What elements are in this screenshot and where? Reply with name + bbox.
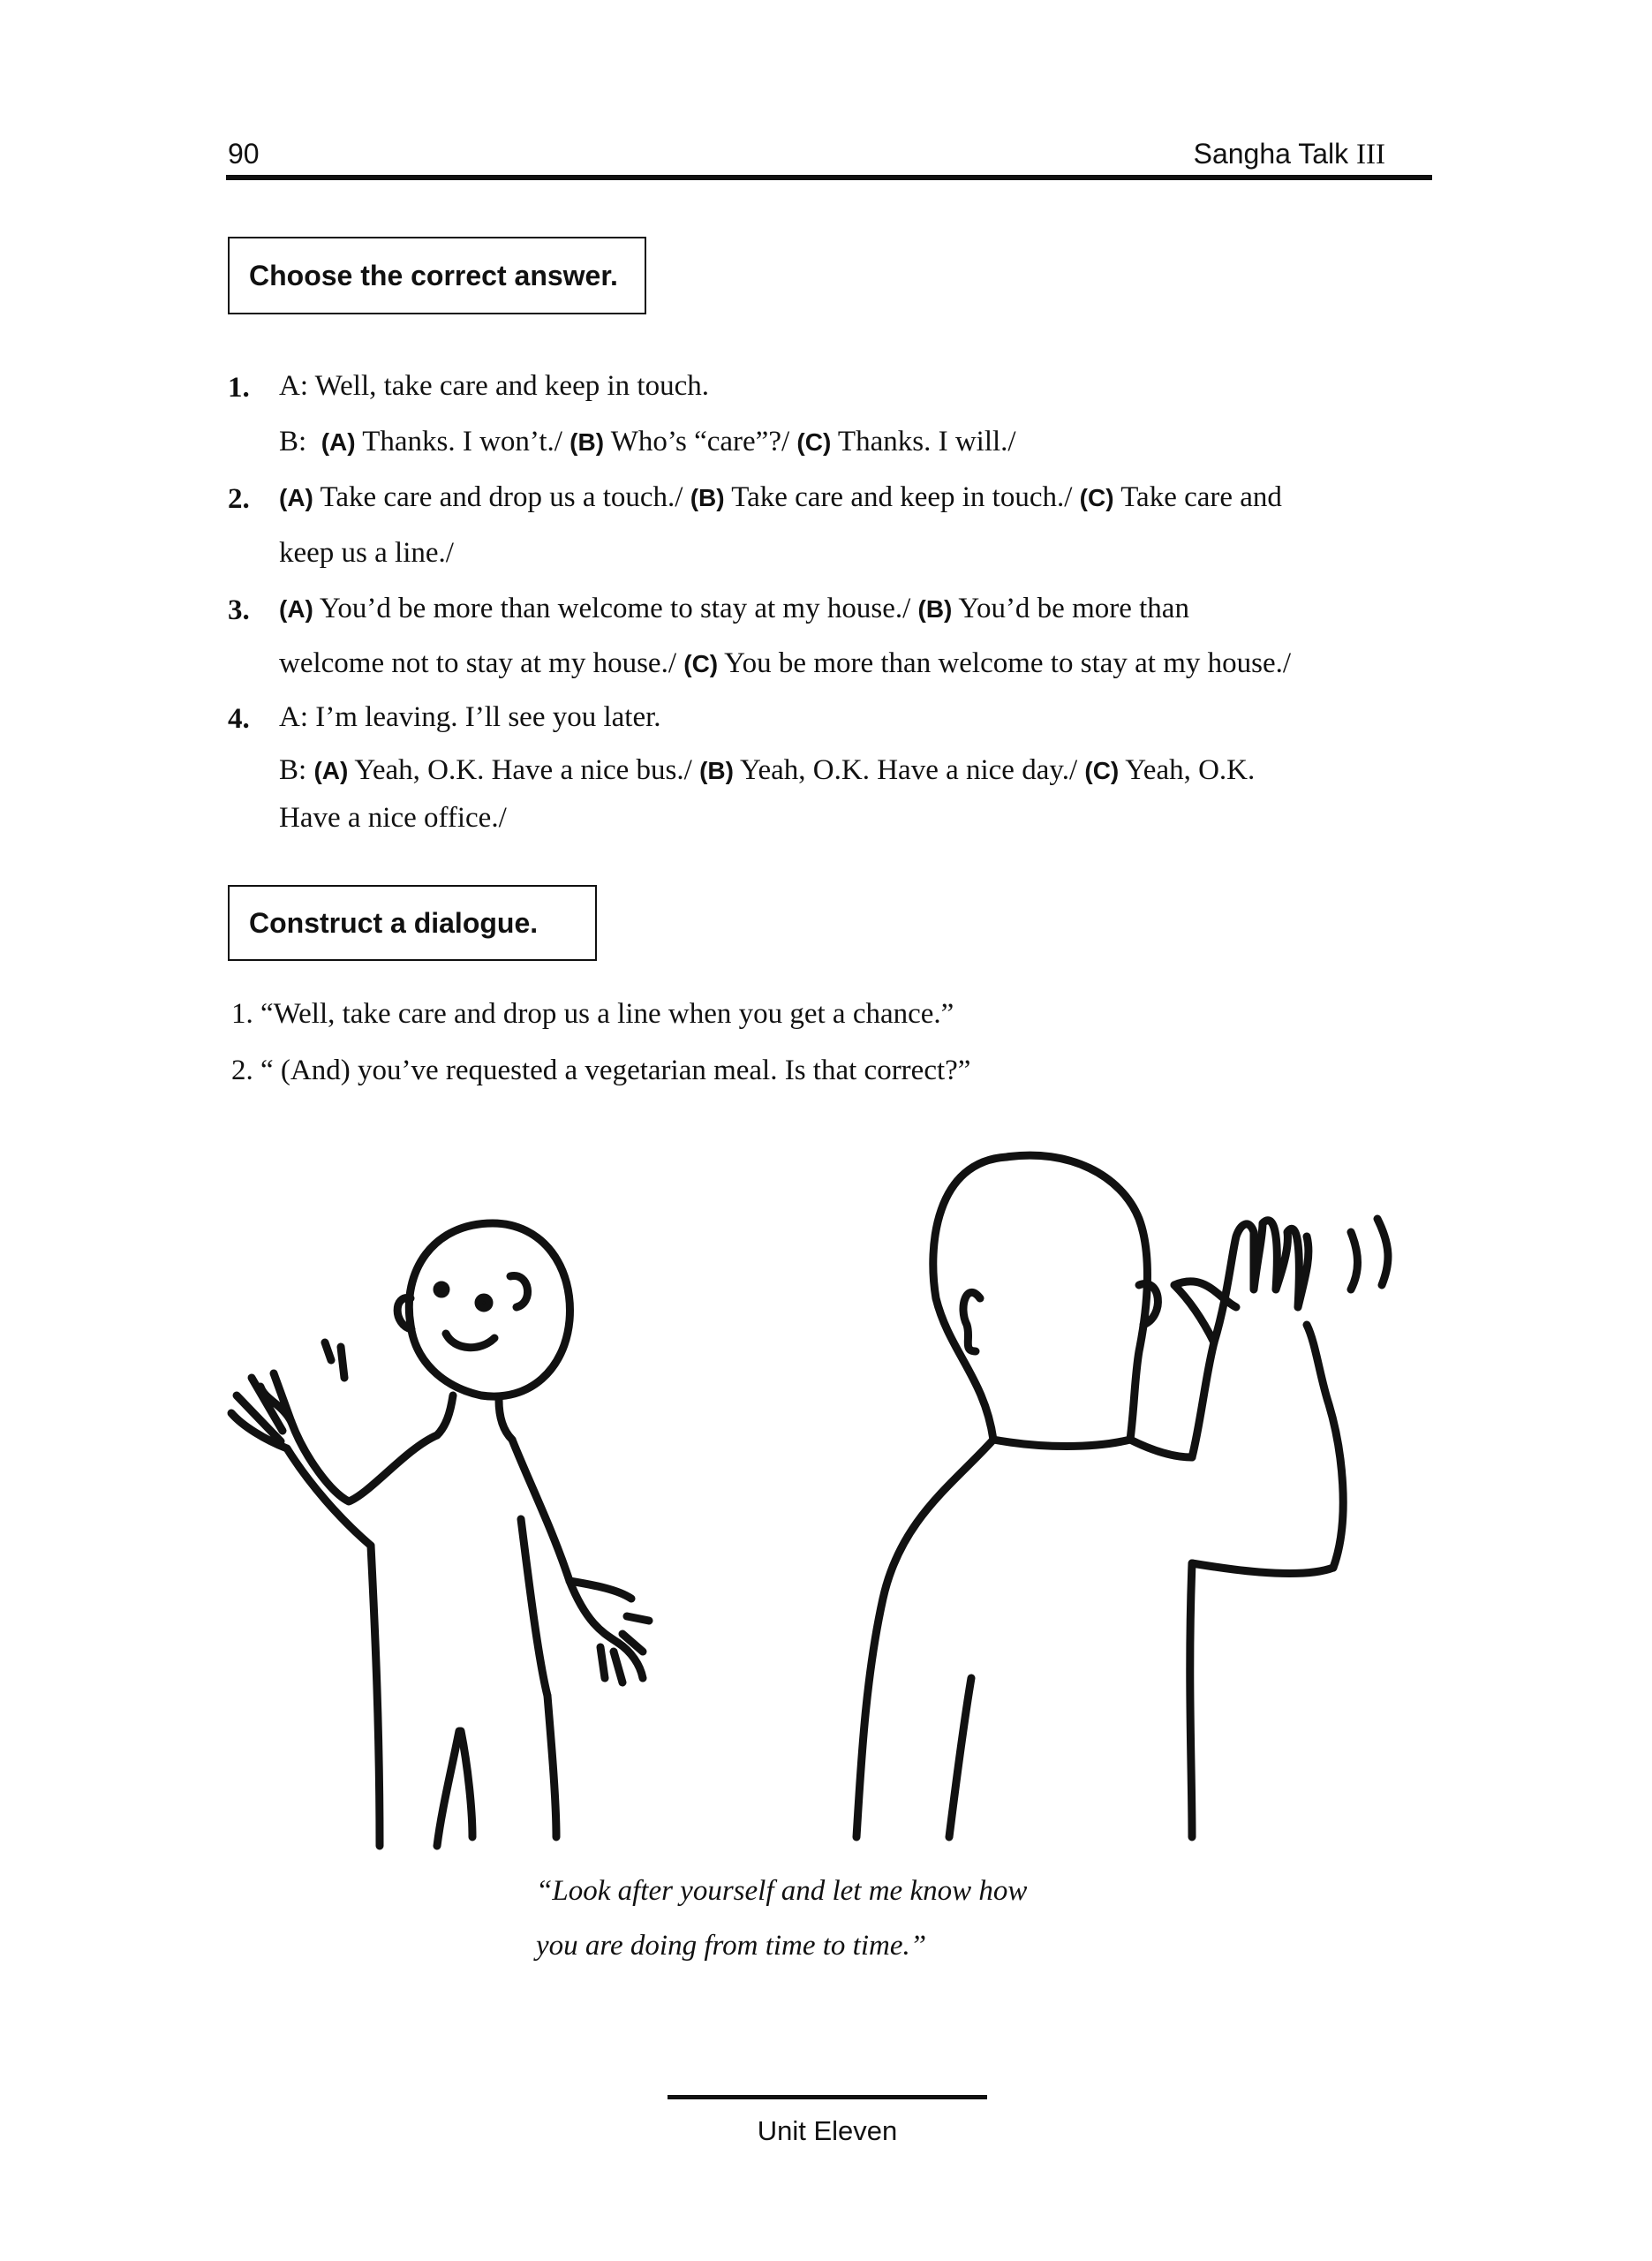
item-1-option-c-label: (C) (796, 428, 832, 456)
item-4-line-c: Have a nice office./ (279, 802, 507, 834)
footer-rule (668, 2095, 987, 2099)
item-4-line-b (279, 756, 1255, 785)
item-4-option-a-label: (A) (313, 757, 349, 784)
item-4-option-c-label: (C) (1084, 757, 1120, 784)
item-3-option-c-label: (C) (683, 650, 719, 677)
running-title (1194, 138, 1385, 171)
running-title-numeral: III (1356, 139, 1385, 170)
item-3-number: 3. (228, 594, 250, 626)
right-person-illustration (856, 1155, 1388, 1837)
illustration-caption (536, 1864, 1027, 1973)
item-4-speaker-b: B: (279, 754, 314, 786)
item-2-option-a-label: (A) (279, 484, 313, 511)
item-1-line-a: A: Well, take care and keep in touch. (279, 370, 709, 402)
item-1-option-b-label: (B) (570, 428, 605, 456)
item-4-option-b-label: (B) (699, 757, 734, 784)
item-2-option-c-text: Take care and (1113, 481, 1282, 513)
dialogue-item-1: 1. “Well, take care and drop us a line when you get a chance.” (231, 998, 954, 1030)
item-1-option-b-text: Who’s “care”?/ (604, 426, 797, 457)
item-2-number: 2. (228, 483, 250, 515)
item-1-option-c-text: Thanks. I will./ (831, 426, 1016, 457)
two-people-waving-goodbye-icon (0, 1104, 1652, 1899)
section-heading-construct: Construct a dialogue. (228, 885, 597, 961)
footer-unit-label: Unit Eleven (757, 2115, 898, 2146)
item-2-option-b-text: Take care and keep in touch./ (724, 481, 1080, 513)
item-2-line-1 (279, 483, 1282, 512)
item-1-option-a-label: (A) (321, 428, 356, 456)
item-2-option-b-label: (B) (690, 484, 725, 511)
item-2-line-2: keep us a line./ (279, 537, 454, 569)
caption-line-1: “Look after yourself and let me know how (536, 1875, 1028, 1907)
item-3-option-a-text: You’d be more than welcome to stay at my house./ (313, 593, 918, 624)
left-person-illustration (231, 1223, 649, 1846)
caption-line-2: you are doing from time to time.” (536, 1930, 927, 1962)
item-3-option-a-label: (A) (279, 595, 313, 623)
item-4-option-c-text: Yeah, O.K. (1119, 754, 1256, 786)
item-3-option-b-text: You’d be more than (952, 593, 1189, 624)
item-4-number: 4. (228, 703, 250, 735)
item-2-option-a-text: Take care and drop us a touch./ (313, 481, 690, 513)
item-1-line-b (279, 427, 1016, 457)
item-1-speaker-b: B: (279, 426, 321, 457)
running-title-text: Sangha Talk (1193, 138, 1349, 170)
header-rule (226, 175, 1432, 180)
item-3-line-2-text: welcome not to stay at my house./ (279, 647, 684, 679)
item-1-option-a-text: Thanks. I won’t./ (355, 426, 570, 457)
item-3-option-c-text: You be more than welcome to stay at my house./ (718, 647, 1292, 679)
dialogue-item-2: 2. “ (And) you’ve requested a vegetarian meal. Is that correct?” (231, 1055, 971, 1086)
item-1-number: 1. (228, 372, 250, 404)
item-3-option-b-label: (B) (917, 595, 953, 623)
section-heading-choose: Choose the correct answer. (228, 237, 646, 314)
item-4-option-b-text: Yeah, O.K. Have a nice day./ (733, 754, 1085, 786)
item-3-line-2 (279, 649, 1291, 678)
item-4-option-a-text: Yeah, O.K. Have a nice bus./ (348, 754, 700, 786)
page-number: 90 (228, 138, 260, 170)
item-2-option-c-label: (C) (1079, 484, 1114, 511)
item-4-line-a: A: I’m leaving. I’ll see you later. (279, 701, 661, 733)
item-3-line-1 (279, 594, 1189, 624)
